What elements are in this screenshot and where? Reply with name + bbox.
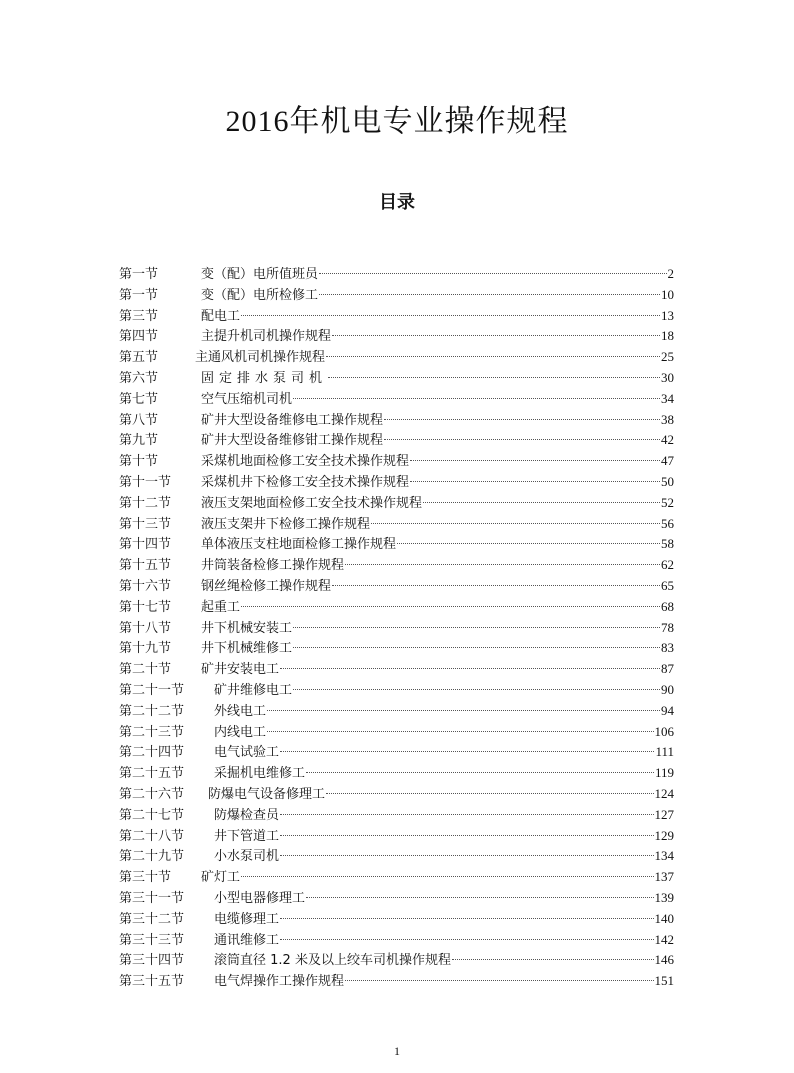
- leader-dots: [319, 273, 666, 274]
- toc-entry-name: 采煤机地面检修工安全技术操作规程: [201, 454, 410, 470]
- leader-dots: [267, 731, 653, 732]
- toc-entry-name: 主通风机司机操作规程: [195, 350, 326, 366]
- leader-dots: [280, 855, 653, 856]
- toc-section: 第二十四节: [119, 745, 185, 761]
- toc-entry-name: 小水泵司机: [214, 849, 280, 865]
- toc-row[interactable]: [119, 826, 674, 847]
- toc-page: 56: [661, 515, 674, 531]
- toc-entry-name: 钢丝绳检修工操作规程: [201, 578, 332, 594]
- page-number: 1: [394, 1044, 400, 1058]
- toc-section: 第十七节: [119, 599, 172, 615]
- leader-dots: [293, 627, 660, 628]
- toc-section: 第二十一节: [119, 682, 185, 698]
- toc-section: 第五节: [119, 350, 159, 366]
- toc-entry-name: 固定排水泵司机: [201, 370, 328, 386]
- toc-section: 第六节: [119, 370, 159, 386]
- leader-dots: [267, 710, 660, 711]
- leader-dots: [326, 356, 660, 357]
- toc-entry-name: 配电工: [201, 308, 241, 324]
- toc-row[interactable]: [119, 389, 674, 410]
- toc-section: 第十二节: [119, 495, 172, 511]
- leader-dots: [384, 439, 660, 440]
- toc-entry-name: 矿井安装电工: [201, 662, 280, 678]
- toc-entry-name: 井下机械安装工: [201, 620, 293, 636]
- toc-page: 124: [654, 785, 674, 801]
- toc-entry-name: 井筒装备检修工操作规程: [201, 558, 345, 574]
- toc-entry-name: 电气试验工: [214, 745, 280, 761]
- toc-entry-name: 电气焊操作工操作规程: [214, 974, 345, 990]
- toc-row[interactable]: [119, 805, 674, 826]
- toc-page: 2: [667, 266, 674, 281]
- toc-row[interactable]: [119, 701, 674, 722]
- toc-page: 90: [661, 681, 674, 697]
- toc-page: 127: [654, 806, 674, 822]
- toc-section: 第四节: [119, 329, 159, 345]
- toc-section: 第八节: [119, 412, 159, 428]
- toc-section: 第二十节: [119, 662, 172, 678]
- toc-section: 第七节: [119, 391, 159, 407]
- toc-entry-name: 液压支架地面检修工安全技术操作规程: [201, 495, 423, 511]
- toc-section: 第三十三节: [119, 932, 185, 948]
- toc-section: 第十三节: [119, 516, 172, 532]
- leader-dots: [410, 481, 660, 482]
- toc-page: 83: [661, 640, 674, 656]
- toc-row[interactable]: [119, 326, 674, 347]
- toc-row[interactable]: [119, 555, 674, 576]
- toc-section: 第二十七节: [119, 807, 185, 823]
- toc-entry-name: 外线电工: [214, 703, 267, 719]
- toc-row[interactable]: [119, 430, 674, 451]
- toc-entry-name: 矿井大型设备维修钳工操作规程: [201, 433, 384, 449]
- toc-entry-name: 防爆电气设备修理工: [208, 786, 326, 802]
- toc-page: 151: [654, 973, 674, 989]
- toc-row[interactable]: [119, 264, 674, 285]
- toc-row[interactable]: [119, 971, 674, 992]
- toc-section: 第十五节: [119, 558, 172, 574]
- leader-dots: [332, 335, 660, 336]
- toc-section: 第三十一节: [119, 890, 185, 906]
- toc-row[interactable]: [119, 659, 674, 680]
- toc-entry-name: 空气压缩机司机: [201, 391, 293, 407]
- leader-dots: [293, 398, 660, 399]
- toc-entry-name: 采掘机电维修工: [214, 766, 306, 782]
- toc-section: 第三十二节: [119, 911, 185, 927]
- toc-section: 第三十节: [119, 870, 172, 886]
- toc-section: 第二十六节: [119, 786, 185, 802]
- leader-dots: [326, 793, 653, 794]
- toc-page: 78: [661, 619, 674, 635]
- toc-page: 30: [661, 369, 674, 385]
- toc-entry-name: 单体液压支柱地面检修工操作规程: [201, 537, 397, 553]
- toc-page: 142: [654, 931, 674, 947]
- toc-heading: 目录: [379, 192, 415, 213]
- document-title: 2016年机电专业操作规程: [225, 105, 569, 138]
- leader-dots: [452, 959, 654, 960]
- toc-row[interactable]: [119, 576, 674, 597]
- toc-entry-name: 矿灯工: [201, 870, 241, 886]
- toc-row[interactable]: [119, 493, 674, 514]
- toc-section: 第二十三节: [119, 724, 185, 740]
- toc-page: 140: [654, 910, 674, 926]
- toc-section: 第二十二节: [119, 703, 185, 719]
- leader-dots: [241, 876, 653, 877]
- leader-dots: [328, 377, 660, 378]
- toc-row[interactable]: [119, 742, 674, 763]
- leader-dots: [345, 980, 653, 981]
- leader-dots: [280, 918, 653, 919]
- toc-section: 第十八节: [119, 620, 172, 636]
- toc-row[interactable]: [119, 888, 674, 909]
- table-of-contents: [119, 264, 674, 992]
- toc-page: 34: [661, 390, 674, 406]
- leader-dots: [345, 564, 660, 565]
- toc-row[interactable]: [119, 618, 674, 639]
- leader-dots: [241, 606, 660, 607]
- toc-entry-name: 小型电器修理工: [214, 890, 306, 906]
- toc-row[interactable]: [119, 722, 674, 743]
- toc-row[interactable]: [119, 846, 674, 867]
- toc-page: 68: [661, 598, 674, 614]
- toc-page: 134: [654, 848, 674, 864]
- toc-section: 第二十八节: [119, 828, 185, 844]
- toc-entry-name: 采煤机井下检修工安全技术操作规程: [201, 474, 410, 490]
- toc-row[interactable]: [119, 306, 674, 327]
- leader-dots: [306, 897, 653, 898]
- toc-page: 111: [655, 744, 674, 760]
- toc-page: 106: [654, 723, 674, 739]
- toc-entry-name: 滚筒直径 1.2 米及以上绞车司机操作规程: [214, 953, 451, 969]
- toc-section: 第一节: [119, 267, 159, 282]
- leader-dots: [371, 523, 660, 524]
- toc-entry-name: 井下管道工: [214, 828, 280, 844]
- toc-row[interactable]: [119, 285, 674, 306]
- toc-row[interactable]: [119, 763, 674, 784]
- leader-dots: [280, 835, 653, 836]
- toc-section: 第三节: [119, 308, 159, 324]
- toc-row[interactable]: [119, 472, 674, 493]
- toc-page: 52: [661, 494, 674, 510]
- toc-page: 137: [654, 869, 674, 885]
- leader-dots: [384, 419, 660, 420]
- toc-row[interactable]: [119, 950, 674, 971]
- toc-page: 58: [661, 536, 674, 552]
- toc-row[interactable]: [119, 534, 674, 555]
- toc-section: 第十九节: [119, 641, 172, 657]
- toc-page: 65: [661, 577, 674, 593]
- leader-dots: [280, 751, 654, 752]
- leader-dots: [319, 294, 660, 295]
- toc-row[interactable]: [119, 451, 674, 472]
- toc-entry-name: 防爆检查员: [214, 807, 280, 823]
- leader-dots: [397, 543, 660, 544]
- leader-dots: [410, 460, 660, 461]
- toc-page: 87: [661, 661, 674, 677]
- leader-dots: [280, 668, 660, 669]
- toc-page: 94: [661, 702, 674, 718]
- toc-entry-name: 矿井大型设备维修电工操作规程: [201, 412, 384, 428]
- toc-page: 129: [654, 827, 674, 843]
- toc-page: 38: [661, 411, 674, 427]
- toc-row[interactable]: [119, 680, 674, 701]
- toc-row[interactable]: [119, 347, 674, 368]
- toc-page: 50: [661, 473, 674, 489]
- leader-dots: [293, 689, 660, 690]
- toc-row[interactable]: [119, 909, 674, 930]
- leader-dots: [280, 814, 653, 815]
- toc-page: 10: [661, 286, 674, 302]
- toc-entry-name: 井下机械维修工: [201, 641, 293, 657]
- toc-entry-name: 通讯维修工: [214, 932, 280, 948]
- toc-entry-name: 电缆修理工: [214, 911, 280, 927]
- toc-section: 第十六节: [119, 578, 172, 594]
- toc-section: 第三十四节: [119, 953, 185, 969]
- toc-section: 第三十五节: [119, 974, 185, 990]
- leader-dots: [306, 772, 654, 773]
- toc-row[interactable]: [119, 597, 674, 618]
- toc-entry-name: 起重工: [201, 599, 241, 615]
- toc-entry-name: 矿井维修电工: [214, 682, 293, 698]
- toc-row[interactable]: [119, 514, 674, 535]
- toc-page: 119: [654, 765, 674, 781]
- toc-entry-name: 变（配）电所值班员: [201, 267, 319, 282]
- toc-entry-name: 主提升机司机操作规程: [201, 329, 332, 345]
- toc-section: 第十节: [119, 454, 159, 470]
- toc-page: 25: [661, 349, 674, 365]
- toc-row[interactable]: [119, 368, 674, 389]
- toc-page: 42: [661, 432, 674, 448]
- toc-section: 第一节: [119, 287, 159, 303]
- toc-section: 第十四节: [119, 537, 172, 553]
- leader-dots: [423, 502, 660, 503]
- toc-entry-name: 液压支架井下检修工操作规程: [201, 516, 371, 532]
- toc-entry-name: 内线电工: [214, 724, 267, 740]
- leader-dots: [293, 647, 660, 648]
- toc-section: 第二十九节: [119, 849, 185, 865]
- toc-section: 第九节: [119, 433, 159, 449]
- toc-page: 18: [661, 328, 674, 344]
- toc-section: 第二十五节: [119, 766, 185, 782]
- toc-section: 第十一节: [119, 474, 172, 490]
- toc-page: 47: [661, 453, 674, 469]
- toc-row[interactable]: [119, 410, 674, 431]
- toc-page: 146: [654, 952, 674, 968]
- toc-row[interactable]: [119, 784, 674, 805]
- toc-row[interactable]: [119, 930, 674, 951]
- toc-entry-name: 变（配）电所检修工: [201, 287, 319, 303]
- leader-dots: [332, 585, 660, 586]
- toc-row[interactable]: [119, 867, 674, 888]
- toc-page: 62: [661, 557, 674, 573]
- leader-dots: [280, 939, 653, 940]
- leader-dots: [241, 315, 660, 316]
- toc-row[interactable]: [119, 638, 674, 659]
- toc-page: 139: [654, 889, 674, 905]
- toc-page: 13: [661, 307, 674, 323]
